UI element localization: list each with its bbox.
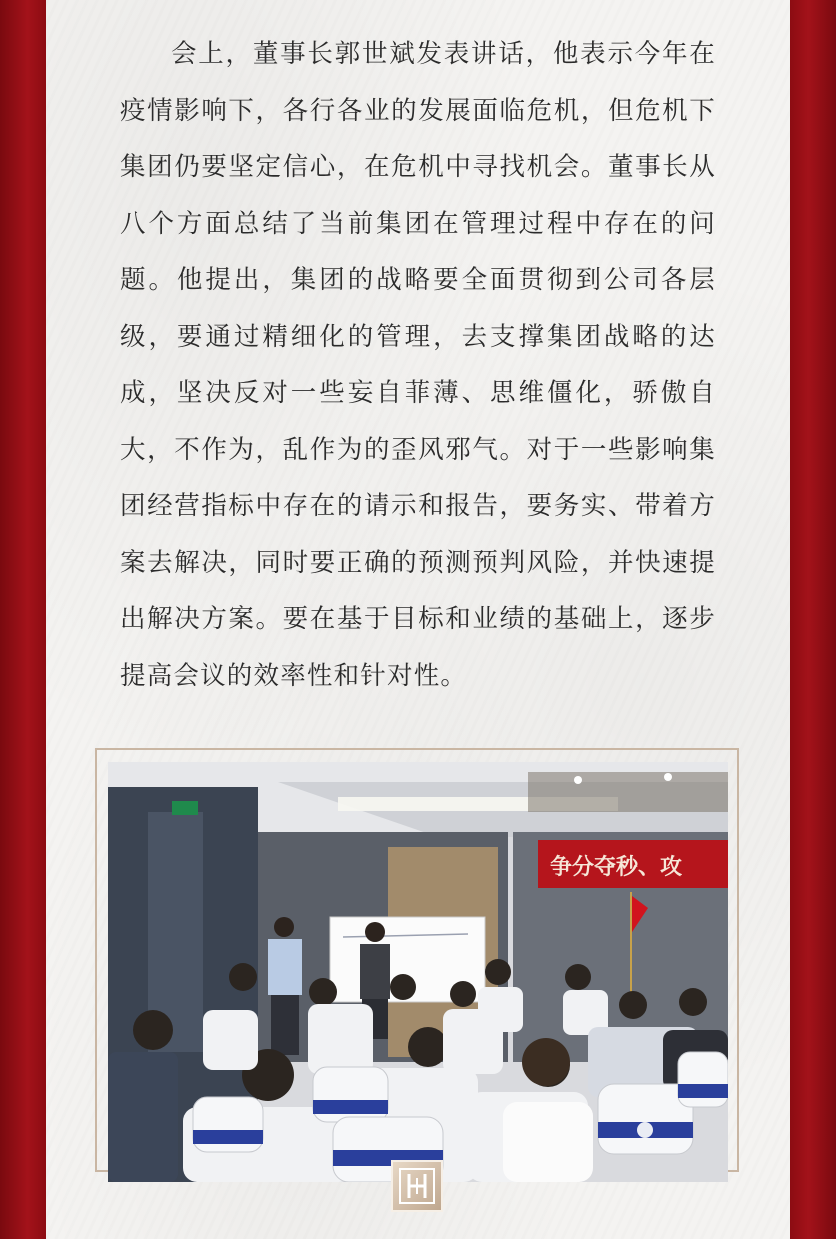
right-red-border — [790, 0, 836, 1239]
company-logo-icon — [391, 1160, 443, 1212]
exit-sign-icon — [172, 801, 198, 815]
left-red-border — [0, 0, 46, 1239]
article-paragraph: 会上，董事长郭世斌发表讲话，他表示今年在疫情影响下，各行各业的发展面临危机，但危机下集团仍要坚定信心，在危机中寻找机会。董事长从八个方面总结了当前集团在管理过程中存在的问题。他提出，集团的战略要全面贯彻到公司各层级，要通过精细化的管理，去支撑集团战略的达成，坚决反对一些妄自菲薄、思维僵化，骄傲自大，不作为，乱作为的歪风邪气。对于一些影响集团经营指标中存在的请示和报告，要务实、带着方案去解决，同时要正确的预测预判风险，并快速提出解决方案。要在基于目标和业绩的基础上，逐步提高会议的效率性和针对性。 — [120, 39, 716, 691]
banner-text: 争分夺秒、攻 — [550, 855, 683, 880]
logo-mark — [397, 1166, 437, 1206]
meeting-photo-illustration — [108, 762, 728, 1182]
meeting-photo — [108, 762, 728, 1182]
